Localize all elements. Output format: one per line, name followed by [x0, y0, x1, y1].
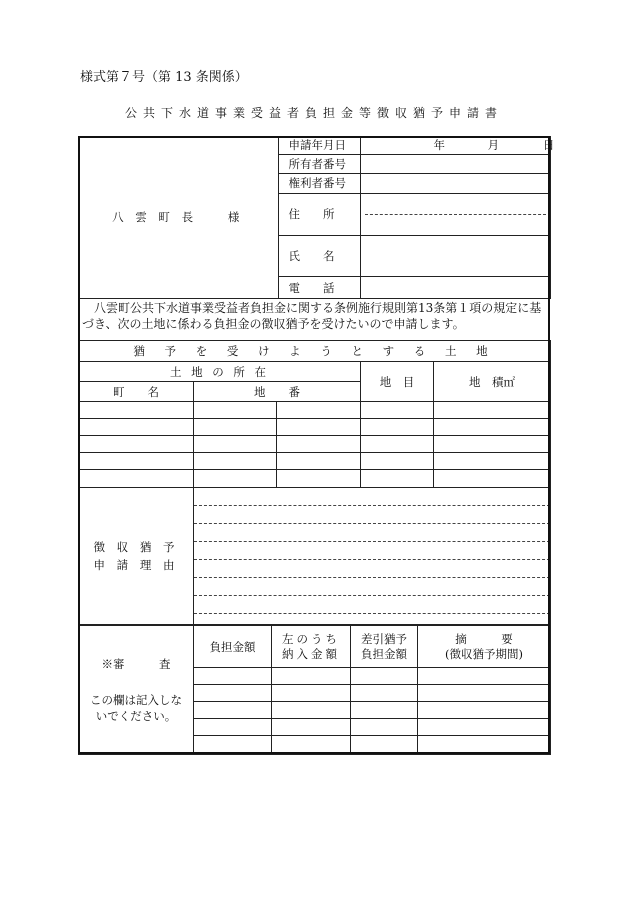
review-cell[interactable] [418, 685, 551, 702]
land-category-header: 地 目 [361, 362, 434, 402]
name-label: 氏 名 [278, 236, 360, 277]
remarks-header [418, 626, 551, 668]
form-title: 公共下水道事業受益者負担金等徴収猶予申請書 [124, 106, 503, 120]
phone-field[interactable] [360, 277, 550, 299]
month-label: 月 [487, 138, 500, 153]
review-table [78, 625, 551, 755]
land-category-cell[interactable] [361, 419, 434, 436]
applicant-table [78, 136, 555, 299]
remarks-header-line1: 摘 要 [455, 631, 513, 646]
review-cell[interactable] [272, 668, 351, 685]
land-town-cell[interactable] [79, 470, 194, 488]
land-town-cell[interactable] [79, 453, 194, 470]
address-field[interactable] [360, 193, 550, 235]
lot-number-header: 地 番 [194, 382, 361, 402]
land-lot-cell[interactable] [194, 436, 277, 453]
land-section-title: 猶 予 を 受 け よ う と す る 土 地 [79, 341, 551, 362]
reason-field[interactable] [194, 488, 551, 625]
land-lot-sub-cell[interactable] [277, 436, 361, 453]
review-cell[interactable] [418, 668, 551, 685]
paid-amount-header-line2: 納入金額 [282, 646, 340, 661]
land-area-cell[interactable] [434, 419, 551, 436]
review-cell[interactable] [272, 685, 351, 702]
review-label-cell [79, 626, 194, 755]
land-category-cell[interactable] [361, 402, 434, 419]
review-label: ※審 査 [101, 657, 171, 671]
deferred-amount-header-line2: 負担金額 [361, 646, 407, 661]
address-label: 住 所 [278, 193, 360, 235]
owner-number-label: 所有者番号 [278, 154, 360, 174]
land-category-cell[interactable] [361, 470, 434, 488]
notice-text: 八雲町公共下水道事業受益者負担金に関する条例施行規則第13条第１項の規定に基づき、次の土地に係わる負担金の徴収猶予を受けたいので申請します。 [82, 301, 542, 331]
land-area-cell[interactable] [434, 453, 551, 470]
date-label: 申請年月日 [278, 137, 360, 155]
review-cell[interactable] [194, 702, 272, 719]
land-lot-cell[interactable] [194, 453, 277, 470]
burden-amount-header: 負担金額 [194, 626, 272, 668]
review-cell[interactable] [351, 702, 418, 719]
review-cell[interactable] [418, 719, 551, 736]
review-note-line2: いでください。 [95, 709, 177, 723]
date-field[interactable] [360, 137, 555, 155]
review-cell[interactable] [194, 736, 272, 755]
reason-table [78, 487, 551, 625]
land-lot-sub-cell[interactable] [277, 419, 361, 436]
review-cell[interactable] [418, 702, 551, 719]
day-label: 日 [542, 138, 555, 153]
land-town-cell[interactable] [79, 436, 194, 453]
land-lot-sub-cell[interactable] [277, 470, 361, 488]
land-category-cell[interactable] [361, 436, 434, 453]
right-holder-number-field[interactable] [360, 174, 550, 194]
remarks-header-line2: (徴収猶予期間) [445, 646, 523, 661]
land-lot-sub-cell[interactable] [277, 453, 361, 470]
review-cell[interactable] [194, 685, 272, 702]
land-category-cell[interactable] [361, 453, 434, 470]
addressee-cell [78, 137, 278, 299]
reason-label-line1: 徴 収 猶 予 [93, 540, 179, 554]
addressee: 八 雲 町 長 様 [112, 210, 244, 225]
deferred-amount-header-line1: 差引猶予 [361, 631, 407, 646]
land-lot-cell[interactable] [194, 419, 277, 436]
review-cell[interactable] [351, 719, 418, 736]
year-label: 年 [433, 138, 445, 153]
reason-label-line2: 申 請 理 由 [93, 558, 179, 572]
owner-number-field[interactable] [360, 154, 550, 174]
land-area-cell[interactable] [434, 402, 551, 419]
town-header: 町 名 [79, 382, 194, 402]
review-cell[interactable] [418, 736, 551, 755]
review-cell[interactable] [194, 668, 272, 685]
deferred-amount-header [351, 626, 418, 668]
review-cell[interactable] [351, 736, 418, 755]
name-field[interactable] [360, 236, 550, 277]
reason-label-cell [79, 488, 194, 625]
review-cell[interactable] [272, 702, 351, 719]
land-town-cell[interactable] [79, 419, 194, 436]
land-lot-cell[interactable] [194, 402, 277, 419]
review-note-line1: この欄は記入しな [90, 693, 182, 707]
review-cell[interactable] [351, 685, 418, 702]
land-town-cell[interactable] [79, 402, 194, 419]
right-holder-number-label: 権利者番号 [278, 174, 360, 194]
land-table [78, 340, 551, 488]
phone-label: 電 話 [278, 277, 360, 299]
land-location-header: 土 地 の 所 在 [79, 362, 361, 382]
land-area-cell[interactable] [434, 470, 551, 488]
form-number-label: 様式第７号（第 13 条関係） [80, 70, 248, 85]
land-lot-sub-cell[interactable] [277, 402, 361, 419]
review-cell[interactable] [272, 736, 351, 755]
review-cell[interactable] [272, 719, 351, 736]
paid-amount-header-line1: 左のうち [282, 631, 340, 646]
review-cell[interactable] [351, 668, 418, 685]
land-area-cell[interactable] [434, 436, 551, 453]
land-lot-cell[interactable] [194, 470, 277, 488]
paid-amount-header [272, 626, 351, 668]
land-area-header: 地 積㎡ [434, 362, 551, 402]
review-cell[interactable] [194, 719, 272, 736]
